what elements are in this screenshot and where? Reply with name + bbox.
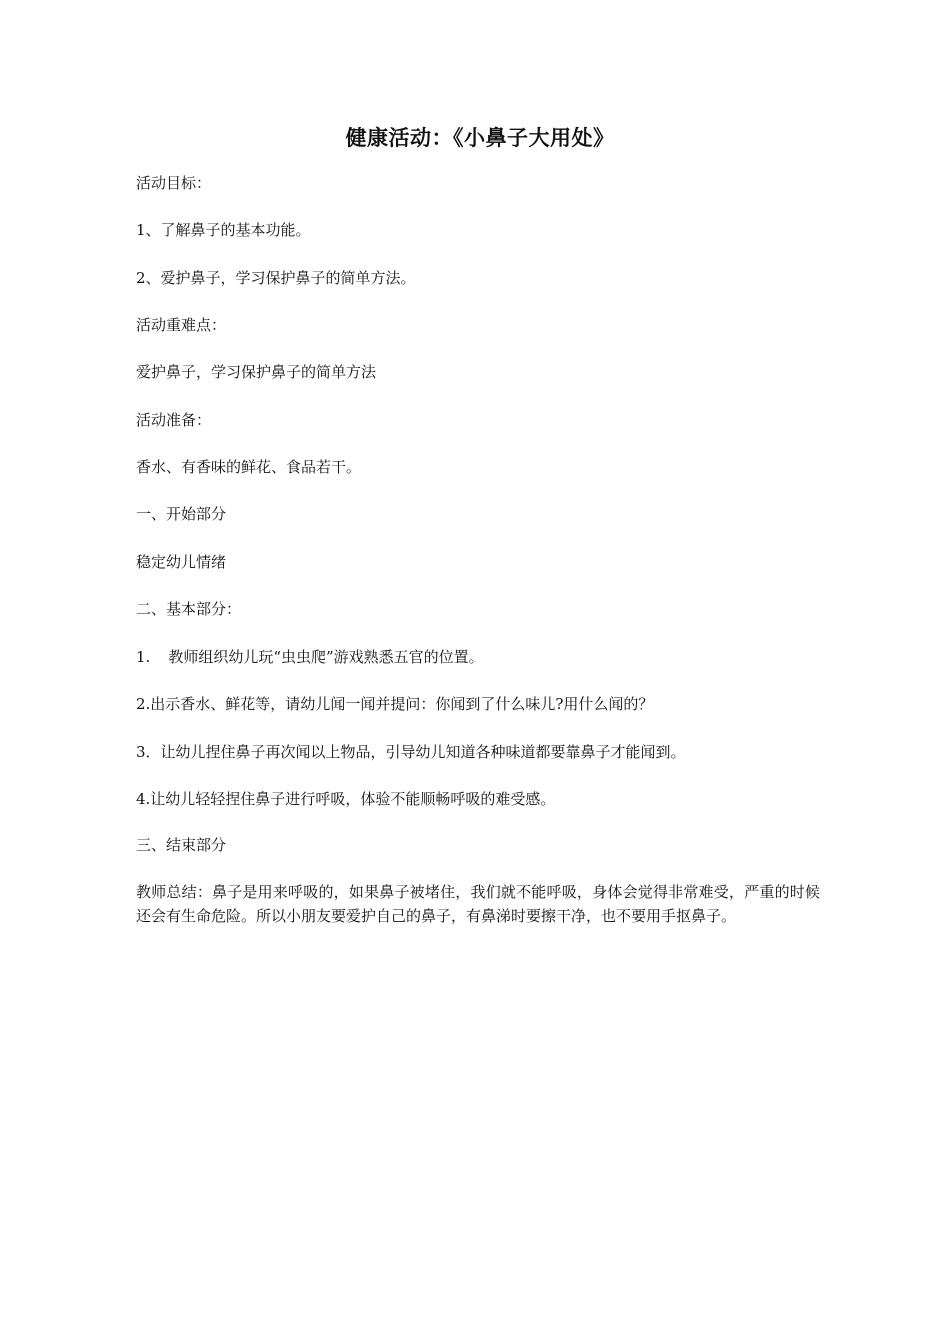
summary-paragraph: 教师总结：鼻子是用来呼吸的，如果鼻子被堵住，我们就不能呼吸，身体会觉得非常难受，严重的时候还会有生命危险。所以小朋友要爱护自己的鼻子，有鼻涕时要擦干净，也不要用手抠鼻子。 (136, 883, 820, 925)
preparation-heading: 活动准备： (136, 411, 212, 429)
key-points-text: 爱护鼻子，学习保护鼻子的简单方法 (136, 363, 377, 381)
objectives-heading: 活动目标： (136, 174, 212, 192)
preparation-text: 香水、有香味的鲜花、食品若干。 (136, 458, 362, 476)
step-item-3: 3．让幼儿捏住鼻子再次闻以上物品，引导幼儿知道各种味道都要靠鼻子才能闻到。 (136, 743, 686, 761)
step-1-text: 教师组织幼儿玩“虫虫爬”游戏熟悉五官的位置。 (168, 648, 484, 666)
document-title: 健康活动：《小鼻子大用处》 (345, 125, 615, 150)
part1-text: 稳定幼儿情绪 (136, 553, 227, 571)
part3-heading: 三、结束部分 (136, 836, 227, 854)
step-item-1 (136, 646, 820, 669)
objective-item-2: 2、爱护鼻子，学习保护鼻子的简单方法。 (136, 269, 416, 287)
part1-heading: 一、开始部分 (136, 505, 227, 523)
objective-item-1: 1、了解鼻子的基本功能。 (136, 221, 311, 239)
part2-heading: 二、基本部分： (136, 600, 242, 618)
key-points-heading: 活动重难点： (136, 316, 227, 334)
step-1-number: 1. (136, 648, 151, 666)
step-item-4: 4.让幼儿轻轻捏住鼻子进行呼吸，体验不能顺畅呼吸的难受感。 (136, 790, 556, 808)
step-item-2: 2.出示香水、鲜花等，请幼儿闻一闻并提问：你闻到了什么味儿?用什么闻的？ (136, 695, 654, 713)
